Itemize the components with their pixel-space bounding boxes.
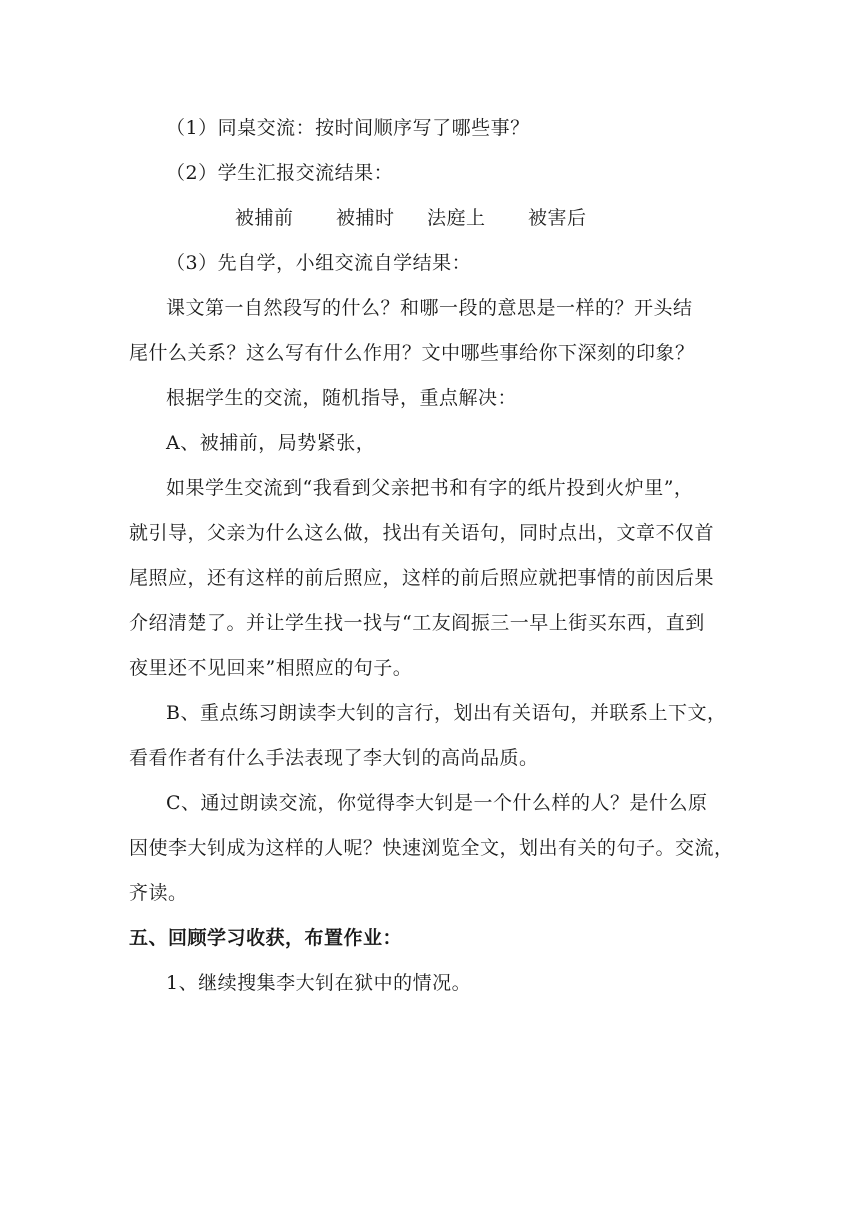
para2-line-4: 介绍清楚了。并让学生找一找与“工友阎振三一早上街买东西，直到 (129, 612, 705, 634)
point-a: A、被捕前，局势紧张， (166, 432, 376, 454)
para2-line-5: 夜里还不见回来”相照应的句子。 (129, 657, 413, 679)
point-c-line-1: C、通过朗读交流，你觉得李大钊是一个什么样的人？是什么原 (166, 792, 708, 814)
para2-line-1: 如果学生交流到“我看到父亲把书和有字的纸片投到火炉里”， (166, 477, 694, 499)
homework-item-1: 1、继续搜集李大钊在狱中的情况。 (166, 972, 472, 994)
term-during-arrest: 被捕时 (336, 207, 395, 229)
item-3: （3）先自学，小组交流自学结果： (166, 252, 472, 274)
item-1: （1）同桌交流：按时间顺序写了哪些事？ (166, 117, 530, 139)
term-after-death: 被害后 (528, 207, 587, 229)
section-heading-5: 五、回顾学习收获，布置作业： (129, 927, 403, 949)
event-terms (235, 206, 587, 230)
guide-text: 根据学生的交流，随机指导，重点解决： (166, 387, 518, 409)
item-2: （2）学生汇报交流结果： (166, 162, 394, 184)
para1-line-1: 课文第一自然段写的什么？和哪一段的意思是一样的？开头结 (166, 297, 693, 319)
point-c-line-2: 因使李大钊成为这样的人呢？快速浏览全文，划出有关的句子。交流， (129, 837, 734, 859)
para2-line-3: 尾照应，还有这样的前后照应，这样的前后照应就把事情的前因后果 (129, 567, 715, 589)
term-at-court: 法庭上 (427, 207, 486, 229)
point-b-line-1: B、重点练习朗读李大钊的言行，划出有关语句，并联系上下文， (166, 702, 727, 724)
para1-line-2: 尾什么关系？这么写有什么作用？文中哪些事给你下深刻的印象？ (129, 342, 695, 364)
point-b-line-2: 看看作者有什么手法表现了李大钊的高尚品质。 (129, 747, 539, 769)
term-before-arrest: 被捕前 (235, 207, 294, 229)
point-c-line-3: 齐读。 (129, 882, 188, 904)
para2-line-2: 就引导，父亲为什么这么做，找出有关语句，同时点出，文章不仅首 (129, 522, 715, 544)
